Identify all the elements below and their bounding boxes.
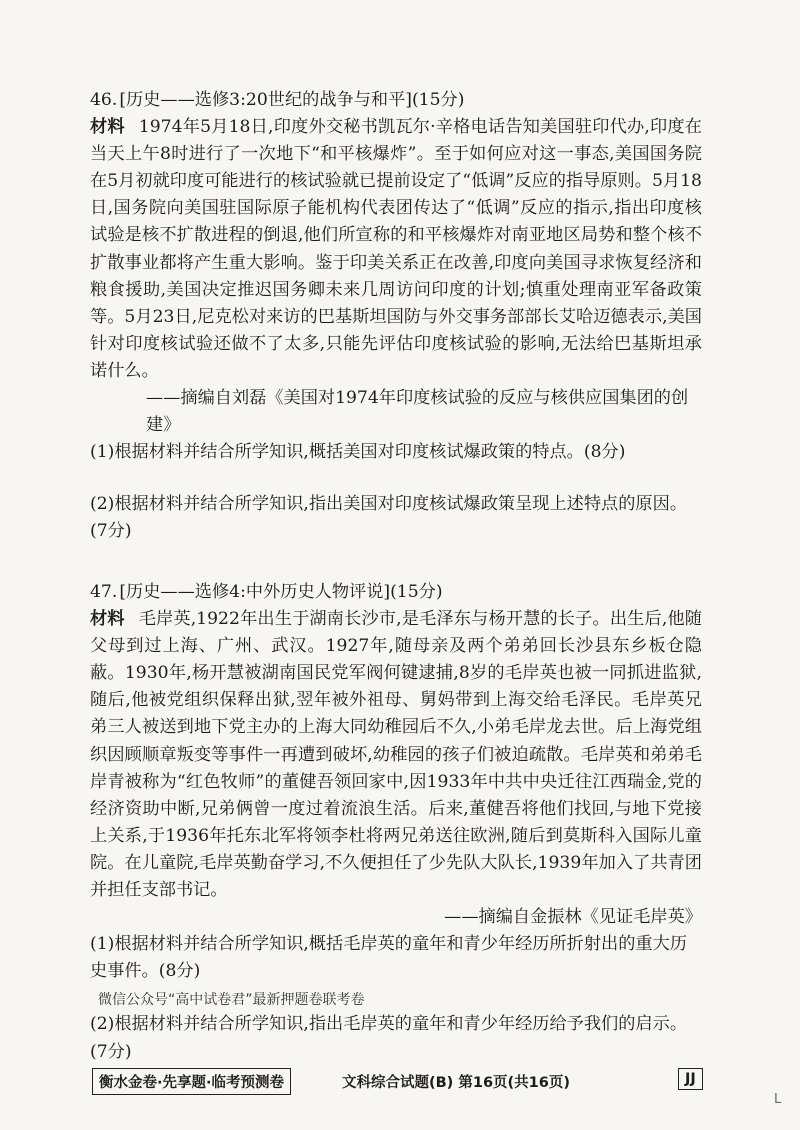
question-47-title: [90, 579, 702, 606]
question-46-sub-2: (2)根据材料并结合所学知识,指出美国对印度核试爆政策呈现上述特点的原因。(7分): [90, 494, 688, 542]
question-47-number: 47.: [90, 582, 118, 602]
question-46-source: ——摘编自刘磊《美国对1974年印度核试验的反应与核供应国集团的创建》: [146, 388, 689, 436]
question-47-heading: [历史——选修4:中外历史人物评说](15分): [119, 582, 443, 602]
question-46-sub-1: (1)根据材料并结合所学知识,概括美国对印度核试爆政策的特点。(8分): [90, 442, 626, 463]
material-text: 毛岸英,1922年出生于湖南长沙市,是毛泽东与杨开慧的长子。出生后,他随父母到过上海、广州、武汉。1927年,随母亲及两个弟弟回长沙县东乡板仓隐蔽。1930年,杨开慧被湖南国民党军阀何键逮捕,8岁的毛岸英也被一同抓进监狱,随后,他被党组织保释出狱,翌年被外祖母、舅妈带到上海交给毛泽民。毛岸英兄弟三人被送到地下党主办的上海大同幼稚园后不久,小弟毛岸龙去世。后上海党组织因顾顺章叛变等事件一再遭到破坏,幼稚园的孩子们被迫疏散。毛岸英和弟弟毛岸青被称为“红色牧师”的董健吾领回家中,因1933年中共中央迁往江西瑞金,党的经济资助中断,兄弟俩曾一度过着流浪生活。后来,董健吾将他们找回,与地下党接上关系,于1936年托东北军将领李杜将两兄弟送往欧洲,随后到莫斯科入国际儿童院。在儿童院,毛岸英勤奋学习,不久便担任了少先队大队长,1939年加入了共青团并担任支部书记。: [90, 609, 702, 901]
footer-brand: 衡水金卷·先享题·临考预测卷: [92, 1068, 291, 1095]
question-46-heading: [历史——选修3:20世纪的战争与和平](15分): [119, 90, 465, 110]
footer-code: JJ: [678, 1068, 703, 1090]
watermark-text: 微信公众号“高中试卷君”最新押题卷联考卷: [98, 992, 365, 1009]
footer-page-info: 文科综合试题(B) 第16页(共16页): [342, 1075, 570, 1091]
material-label: 材料: [90, 117, 125, 138]
question-46-title: [90, 87, 702, 114]
material-label: 材料: [90, 609, 125, 630]
question-46-material: [90, 114, 702, 385]
question-47-sub-2: (2)根据材料并结合所学知识,指出毛岸英的童年和青少年经历给予我们的启示。(7分): [90, 1014, 688, 1062]
question-47-source: ——摘编自金振林《见证毛岸英》: [444, 907, 702, 928]
question-46: [90, 87, 702, 546]
question-47-sub-1: (1)根据材料并结合所学知识,概括毛岸英的童年和青少年经历所折射出的重大历史事件。(8分): [90, 934, 688, 982]
question-46-number: 46.: [90, 90, 118, 110]
material-text: 1974年5月18日,印度外交秘书凯瓦尔·辛格电话告知美国驻印代办,印度在当天上午8时进行了一次地下“和平核爆炸”。至于如何应对这一事态,美国国务院在5月初就印度可能进行的核试验就已提前设定了“低调”反应的指导原则。5月18日,国务院向美国驻国际原子能机构代表团传达了“低调”反应的指示,指出印度核试验是核不扩散进程的倒退,他们所宣称的和平核爆炸对南亚地区局势和整个核不扩散事业都将产生重大影响。鉴于印美关系正在改善,印度向美国寻求恢复经济和粮食援助,美国决定推迟国务卿未来几周访问印度的计划;慎重处理南亚军备政策等。5月23日,尼克松对来访的巴基斯坦国防与外交事务部部长艾哈迈德表示,美国针对印度核试验还做不了太多,只能先评估印度核试验的影响,无法给巴基斯坦承诺什么。: [90, 117, 702, 381]
question-47: [90, 579, 702, 1066]
page-footer: [92, 1068, 712, 1096]
question-47-material: [90, 606, 702, 904]
corner-mark: L: [774, 1092, 782, 1107]
